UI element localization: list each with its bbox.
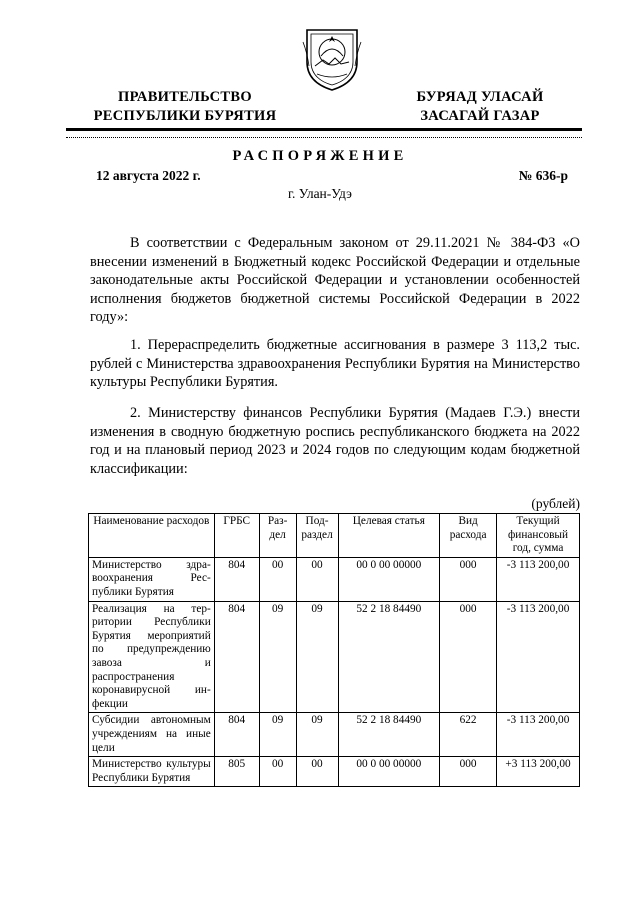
header-divider (66, 128, 582, 131)
cell-vid: 000 (440, 557, 497, 601)
table-header-row (89, 514, 580, 558)
paragraph-item-1: 1. Перераспределить бюджетные ассигнования в размере 3 113,2 тыс. рублей с Министерства здравоохранения Республики Бурятия на Министерство культуры Республики Бурятия. (90, 337, 580, 391)
cell-sum: -3 113 200,00 (497, 601, 580, 713)
cell-vid: 000 (440, 757, 497, 787)
cell-sum: +3 113 200,00 (497, 757, 580, 787)
cell-podrazdel: 00 (296, 557, 338, 601)
cell-podrazdel: 09 (296, 601, 338, 713)
cell-razdel: 00 (259, 557, 296, 601)
org-name-russian (80, 88, 290, 126)
table-row (89, 713, 580, 757)
cell-razdel: 00 (259, 757, 296, 787)
cell-name: Реализация на территории Республики Бурятия мероприятий по предупреждению завоза и распространения коронавирусной инфекции (89, 601, 215, 713)
cell-target: 00 0 00 00000 (338, 757, 440, 787)
cell-name: Министерство здравоохранения Республики Бурятия (89, 557, 215, 601)
cell-target: 00 0 00 00000 (338, 557, 440, 601)
document-date: 12 августа 2022 г. (96, 168, 201, 183)
document-city: г. Улан-Удэ (288, 186, 352, 201)
cell-name: Министерство культуры Республики Бурятия (89, 757, 215, 787)
header-grbs: ГРБС (214, 514, 259, 558)
org-name-buryat (400, 88, 560, 126)
cell-podrazdel: 09 (296, 713, 338, 757)
cell-sum: -3 113 200,00 (497, 557, 580, 601)
paragraph-item-2: 2. Министерству финансов Республики Бурятия (Мадаев Г.Э.) внести изменения в сводную бюджетную роспись республиканского бюджета на 2022 год и на плановый период 2023 и 2024 годов по следующим кодам бюджетной классификации: (90, 405, 580, 477)
cell-name: Субсидии автономным учреждениям на иные цели (89, 713, 215, 757)
cell-target: 52 2 18 84490 (338, 713, 440, 757)
cell-grbs: 804 (214, 601, 259, 713)
paragraph-preamble: В соответствии с Федеральным законом от 29.11.2021 № 384-ФЗ «О внесении изменений в Бюджетный кодекс Российской Федерации и отдельные законодательные акты Российской Федерации и установлении особенностей исполнения бюджетов бюджетной системы Российской Федерации в 2022 году»: (90, 235, 580, 326)
org-right-line1: БУРЯАД УЛАСАЙ (416, 89, 544, 105)
cell-grbs: 804 (214, 557, 259, 601)
cell-grbs: 804 (214, 713, 259, 757)
document-type: РАСПОРЯЖЕНИЕ (232, 148, 408, 164)
document-number: № 636-р (518, 168, 568, 183)
org-left-line2: РЕСПУБЛИКИ БУРЯТИЯ (93, 108, 277, 124)
table-row (89, 601, 580, 713)
org-right-line2: ЗАСАГАЙ ГАЗАР (420, 108, 540, 124)
header-sum: Текущий финансовый год, сумма (497, 514, 580, 558)
cell-vid: 622 (440, 713, 497, 757)
cell-grbs: 805 (214, 757, 259, 787)
header-vid: Вид расхода (440, 514, 497, 558)
org-left-line1: ПРАВИТЕЛЬСТВО (118, 89, 252, 105)
budget-table (88, 513, 580, 787)
header-target: Целевая статья (338, 514, 440, 558)
table-units: (рублей) (531, 496, 580, 511)
header-name: Наименование расходов (89, 514, 215, 558)
header-dotted-divider (66, 137, 582, 138)
coat-of-arms-icon (301, 22, 363, 92)
table-row (89, 757, 580, 787)
header-podrazdel: Подраздел (296, 514, 338, 558)
header-razdel: Раздел (259, 514, 296, 558)
cell-razdel: 09 (259, 601, 296, 713)
cell-target: 52 2 18 84490 (338, 601, 440, 713)
cell-razdel: 09 (259, 713, 296, 757)
cell-podrazdel: 00 (296, 757, 338, 787)
table-row (89, 557, 580, 601)
cell-sum: -3 113 200,00 (497, 713, 580, 757)
cell-vid: 000 (440, 601, 497, 713)
